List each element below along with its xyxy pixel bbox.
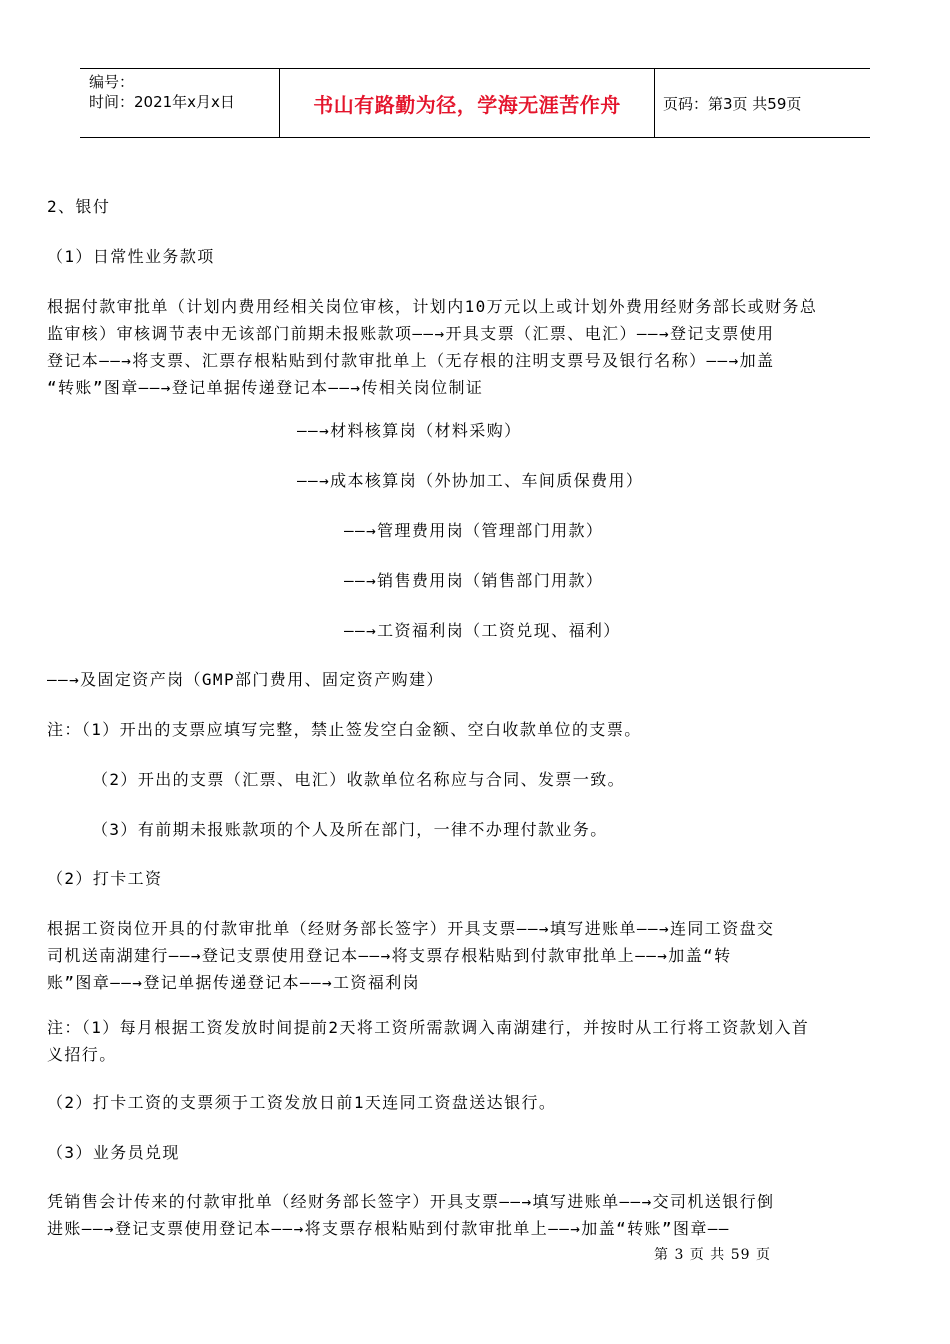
note-line: （2）打卡工资的支票须于工资发放日前1天连同工资盘送达银行。 xyxy=(47,1093,557,1112)
sub1-title: （1）日常性业务款项 xyxy=(47,247,215,266)
sub2-title: （2）打卡工资 xyxy=(47,869,163,888)
section-title: 2、银付 xyxy=(47,197,111,216)
note-line: 注：（1）开出的支票应填写完整，禁止签发空白金额、空白收款单位的支票。 xyxy=(47,720,642,739)
text-line: 注：（1）每月根据工资发放时间提前2天将工资所需款调入南湖建行，并按时从工行将工资款划入首 xyxy=(47,1018,810,1037)
note-line: （2）开出的支票（汇票、电汇）收款单位名称应与合同、发票一致。 xyxy=(92,770,626,789)
text-line: 司机送南湖建行——→登记支票使用登记本——→将支票存根粘贴到付款审批单上——→加盖“转 xyxy=(47,946,732,965)
text-line: 进账——→登记支票使用登记本——→将支票存根粘贴到付款审批单上——→加盖“转账”图章—— xyxy=(47,1219,730,1238)
header-meta xyxy=(80,69,280,137)
sub3-paragraph xyxy=(47,1189,907,1241)
text-line: 根据付款审批单（计划内费用经相关岗位审核，计划内10万元以上或计划外费用经财务部长或财务总 xyxy=(47,297,818,316)
text-line: 根据工资岗位开具的付款审批单（经财务部长签字）开具支票——→填写进账单——→连同工资盘交 xyxy=(47,919,775,938)
page-footer: 第 3 页 共 59 页 xyxy=(654,1247,771,1263)
flow-line: ——→工资福利岗（工资兑现、福利） xyxy=(344,621,621,640)
header-motto: 书山有路勤为径，学海无涯苦作舟 xyxy=(280,69,655,137)
text-line: 义招行。 xyxy=(47,1045,117,1064)
text-line: 监审核）审核调节表中无该部门前期未报账款项——→开具支票（汇票、电汇）——→登记支票使用 xyxy=(47,324,775,343)
sub3-title: （3）业务员兑现 xyxy=(47,1143,180,1162)
sub1-paragraph xyxy=(47,294,907,400)
text-line: 登记本——→将支票、汇票存根粘贴到付款审批单上（无存根的注明支票号及银行名称）——→加盖 xyxy=(47,351,775,370)
flow-line: ——→管理费用岗（管理部门用款） xyxy=(344,521,604,540)
text-line: “转账”图章——→登记单据传递登记本——→传相关岗位制证 xyxy=(47,378,484,397)
flow-line: ——→成本核算岗（外协加工、车间质保费用） xyxy=(297,471,644,490)
header-number: 编号： xyxy=(89,73,135,91)
text-line: 账”图章——→登记单据传递登记本——→工资福利岗 xyxy=(47,973,421,992)
header-page: 页码：第3页 共59页 xyxy=(663,94,802,113)
flow-line: ——→销售费用岗（销售部门用款） xyxy=(344,571,604,590)
text-line: 凭销售会计传来的付款审批单（经财务部长签字）开具支票——→填写进账单——→交司机送银行倒 xyxy=(47,1192,775,1211)
flow-line: ——→及固定资产岗（GMP部门费用、固定资产购建） xyxy=(47,670,444,689)
notes2 xyxy=(47,1015,907,1067)
header-time: 时间：2021年x月x日 xyxy=(89,93,235,111)
note-line: （3）有前期未报账款项的个人及所在部门，一律不办理付款业务。 xyxy=(92,820,608,839)
flow-line: ——→材料核算岗（材料采购） xyxy=(297,421,522,440)
page-header xyxy=(80,68,870,138)
sub2-paragraph xyxy=(47,916,907,995)
